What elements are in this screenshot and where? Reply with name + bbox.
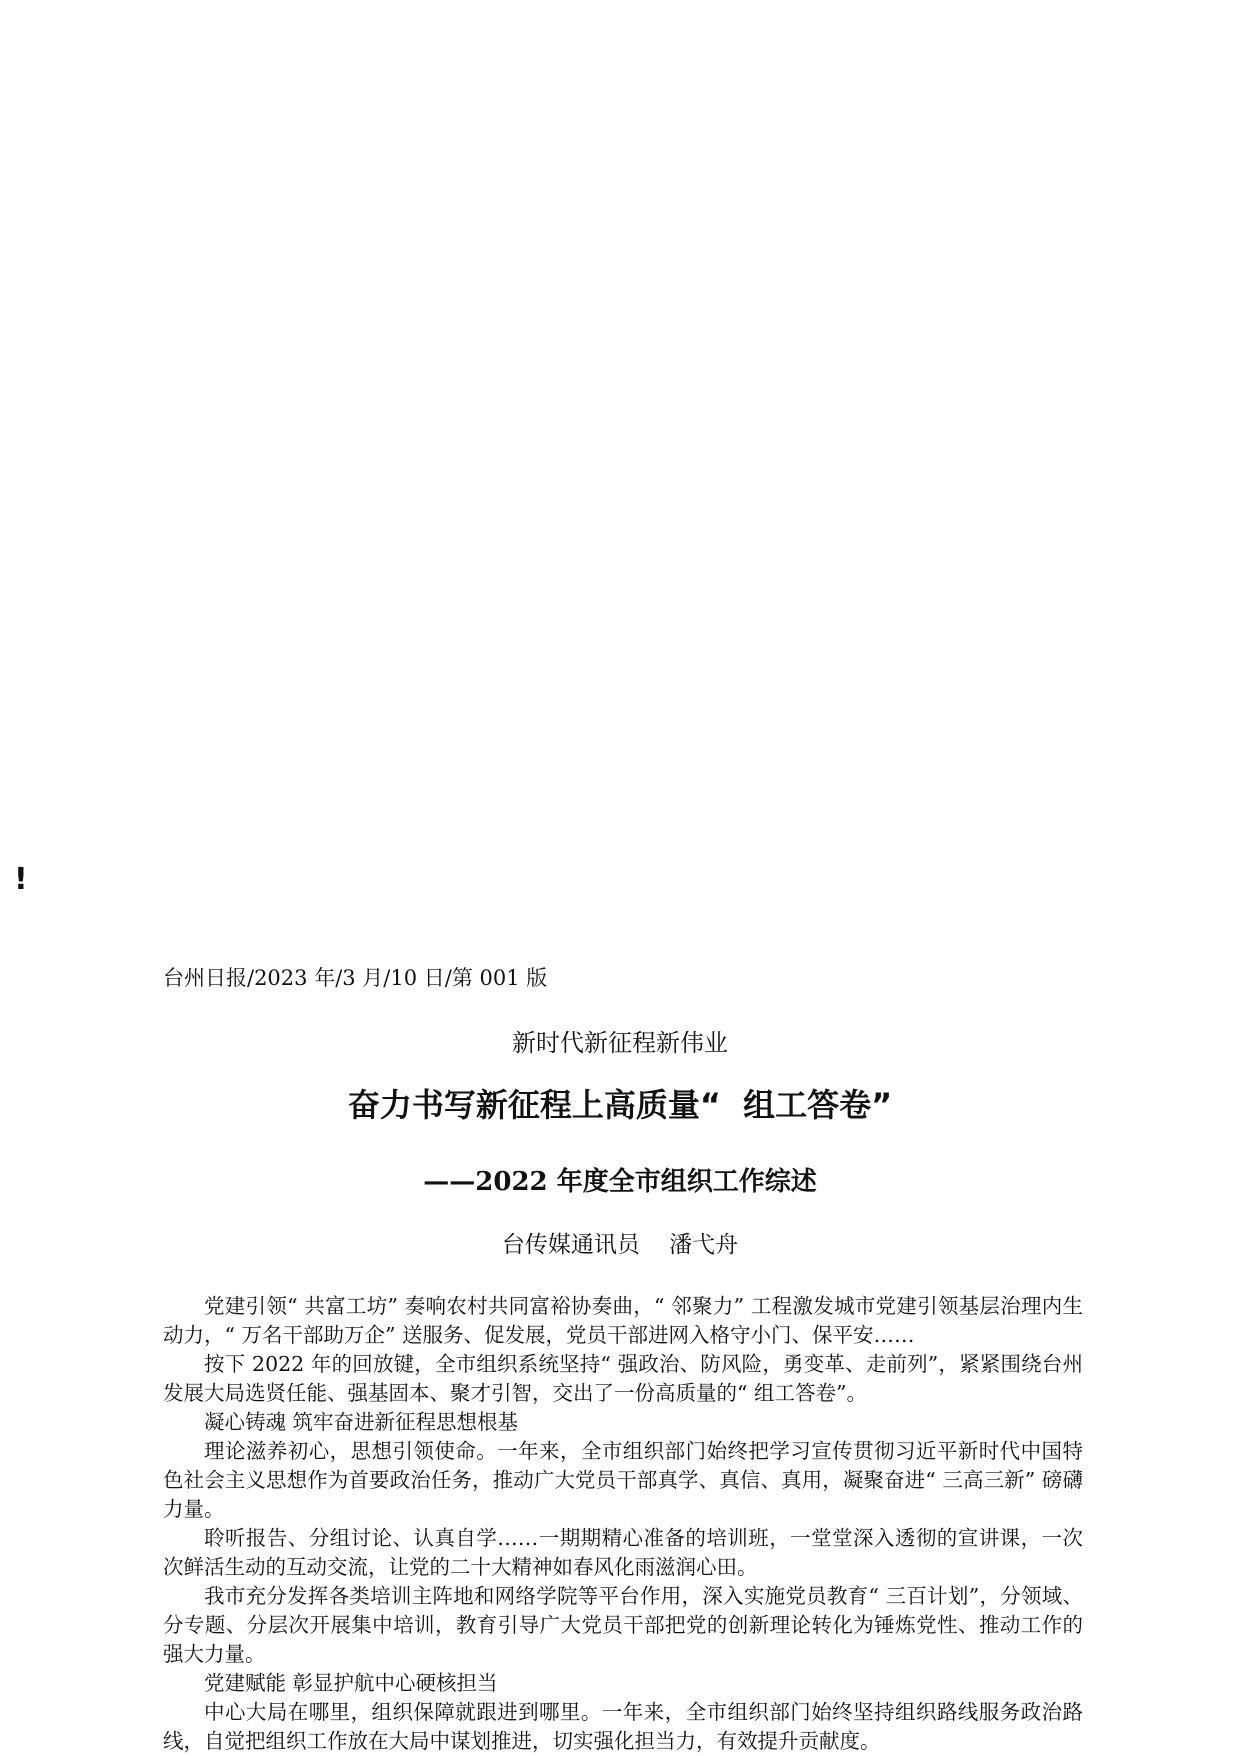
warning-mark: ! <box>14 862 28 897</box>
paragraph: 党建引领“ 共富工坊” 奏响农村共同富裕协奏曲，“ 邻聚力” 工程激发城市党建引领基层治理内生动力，“ 万名干部助万企” 送服务、促发展，党员干部进网入格守小门、保平安…… <box>163 1294 1083 1347</box>
section-heading: 凝心铸魂 筑牢奋进新征程思想根基 <box>204 1410 519 1434</box>
subtitle: ——2022 年度全市组织工作综述 <box>423 1167 817 1197</box>
paragraph: 按下 2022 年的回放键，全市组织系统坚持“ 强政治、防风险，勇变革、走前列”，紧紧围绕台州发展大局选贤任能、强基固本、聚才引智，交出了一份高质量的“ 组工答卷”。 <box>163 1352 1083 1405</box>
byline: 台传媒通讯员 潘弋舟 <box>501 1232 739 1258</box>
paragraph: 我市充分发挥各类培训主阵地和网络学院等平台作用，深入实施党员教育“ 三百计划”，分领域、分专题、分层次开展集中培训，教育引导广大党员干部把党的创新理论转化为锤炼党性、推动工作的强大力量。 <box>163 1584 1083 1666</box>
paragraph: 中心大局在哪里，组织保障就跟进到哪里。一年来，全市组织部门始终坚持组织路线服务政治路线，自觉把组织工作放在大局中谋划推进，切实强化担当力，有效提升贡献度。 <box>163 1700 1083 1753</box>
paragraph: 聆听报告、分组讨论、认真自学……一期期精心准备的培训班，一堂堂深入透彻的宣讲课，一次次鲜活生动的互动交流，让党的二十大精神如春风化雨滋润心田。 <box>163 1526 1083 1579</box>
paragraph: 理论滋养初心，思想引领使命。一年来，全市组织部门始终把学习宣传贯彻习近平新时代中国特色社会主义思想作为首要政治任务，推动广大党员干部真学、真信、真用，凝聚奋进“ 三高三新” 磅礴力量。 <box>163 1439 1083 1521</box>
article-body <box>163 1292 1083 1756</box>
kicker-title: 新时代新征程新伟业 <box>512 1029 728 1057</box>
source-line: 台州日报/2023 年/3 月/10 日/第 001 版 <box>163 966 548 990</box>
section-heading: 党建赋能 彰显护航中心硬核担当 <box>204 1671 498 1695</box>
headline: 奋力书写新征程上高质量“ 组工答卷” <box>347 1086 893 1124</box>
